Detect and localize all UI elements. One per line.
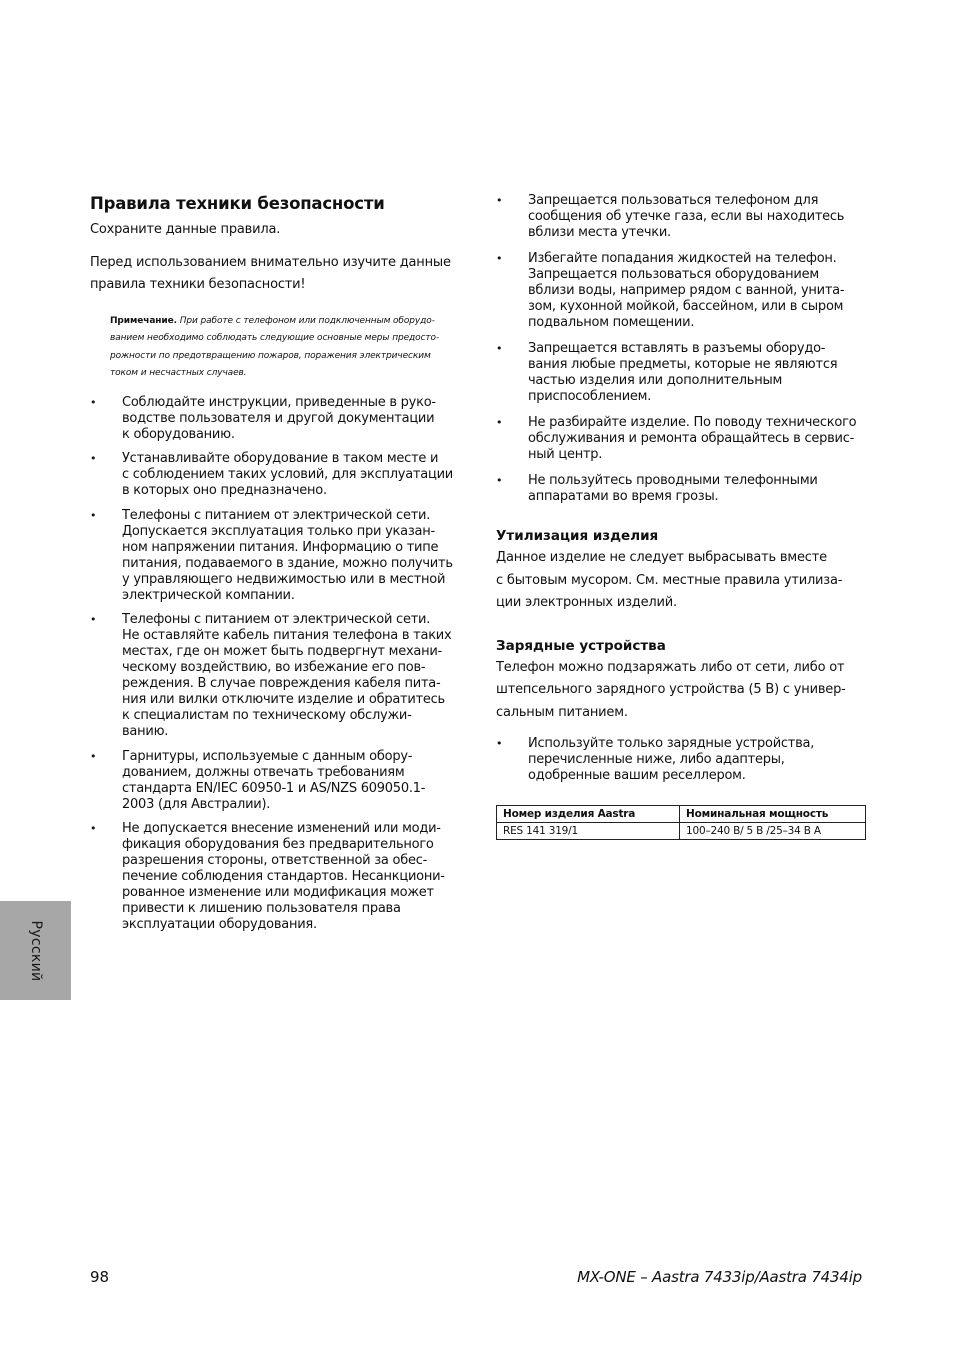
language-side-tab (0, 901, 71, 1000)
item-line: 2003 (для Австралии). (122, 796, 271, 812)
item-line: рованное изменение или модификация может (122, 885, 434, 900)
table-cell: 100–240 В/ 5 В /25–34 В А (680, 823, 866, 840)
table-row (497, 823, 866, 840)
item-line: эксплуатации оборудования. (122, 917, 317, 932)
list-item (496, 736, 868, 784)
charger-table (496, 805, 866, 840)
list-item (496, 473, 868, 505)
bullet-icon: • (496, 252, 503, 265)
note-line: ванием необходимо соблюдать следующие основные меры предосто- (110, 333, 440, 343)
list-item (90, 451, 462, 499)
list-item (496, 193, 868, 241)
item-line: стандарта EN/IEC 60950-1 и AS/NZS 609050.1- (122, 780, 426, 796)
item-line: Запрещается пользоваться телефоном для (528, 193, 819, 208)
item-line: с соблюдением таких условий, для эксплуатации (122, 467, 454, 482)
item-line: разрешения стороны, ответственной за обес- (122, 853, 428, 868)
item-line: перечисленные ниже, либо адаптеры, (528, 752, 785, 767)
disposal-title: Утилизация изделия (496, 528, 659, 544)
item-line: частью изделия или дополнительным (528, 373, 783, 388)
list-item (90, 508, 462, 604)
item-line: аппаратами во время грозы. (528, 489, 719, 504)
item-line: электрической компании. (122, 587, 295, 603)
list-item (90, 395, 462, 443)
chargers-title: Зарядные устройства (496, 637, 666, 654)
page-number: 98 (90, 1268, 110, 1286)
list-item (496, 341, 868, 405)
language-label: Русский (27, 920, 44, 981)
item-line: Телефоны с питанием от электрической сети. (122, 612, 431, 627)
item-line: Соблюдайте инструкции, приведенные в руко- (122, 394, 436, 410)
item-line: Не разбирайте изделие. По поводу технического (528, 415, 857, 430)
item-line: обслуживания и ремонта обращайтесь в сервис- (528, 431, 855, 446)
table-header-row (497, 806, 866, 823)
item-line: вания любые предметы, которые не являются (528, 357, 838, 372)
item-line: Не допускается внесение изменений или моди- (122, 821, 441, 836)
right-column (496, 193, 868, 840)
note-label: Примечание. (110, 315, 177, 326)
item-line: Запрещается вставлять в разъемы оборудо- (528, 341, 826, 356)
item-line: питания, подаваемого в здание, можно получить (122, 555, 453, 571)
item-line: Устанавливайте оборудование в таком месте и (122, 451, 439, 466)
table-header: Номер изделия Aastra (497, 806, 680, 823)
item-line: вблизи места утечки. (528, 225, 671, 240)
safety-list-left (90, 395, 462, 934)
bullet-icon: • (90, 749, 97, 763)
item-line: ном напряжении питания. Информацию о типе (122, 539, 439, 555)
item-line: Не оставляйте кабель питания телефона в таких (122, 628, 452, 643)
item-line: Избегайте попадания жидкостей на телефон. (528, 251, 837, 266)
item-line: Допускается эксплуатация только при указан- (122, 523, 435, 539)
item-line: приспособлением. (528, 389, 652, 404)
bullet-icon: • (496, 474, 503, 487)
intro-line-1: Перед использованием внимательно изучите данные (90, 254, 451, 270)
chargers-section (496, 637, 868, 841)
item-line: местах, где он может быть подвергнут механи- (122, 644, 442, 659)
note-line: При работе с телефоном или подключенным оборудо- (176, 315, 435, 326)
table-header: Номинальная мощность (680, 806, 866, 823)
item-line: привести к лишению пользователя права (122, 901, 401, 916)
item-line: в которых оно предназначено. (122, 483, 327, 498)
bullet-icon: • (90, 395, 97, 409)
bullet-icon: • (90, 822, 97, 835)
intro-line-2: правила техники безопасности! (90, 277, 306, 292)
item-line: одобренные вашим реселлером. (528, 768, 746, 783)
disposal-line: ции электронных изделий. (496, 595, 677, 610)
list-item (90, 821, 462, 933)
list-item (90, 749, 462, 813)
item-line: подвальном помещении. (528, 315, 695, 330)
bullet-icon: • (496, 737, 503, 750)
disposal-section (496, 527, 868, 615)
list-item (496, 251, 868, 331)
item-line: фикация оборудования без предварительного (122, 837, 434, 852)
safety-list-right (496, 193, 868, 505)
item-line: Используйте только зарядные устройства, (528, 736, 815, 751)
item-line: дованием, должны отвечать требованиям (122, 764, 405, 780)
item-line: сообщения об утечке газа, если вы находитесь (528, 209, 845, 224)
item-line: Запрещается пользоваться оборудованием (528, 267, 819, 282)
disposal-line: Данное изделие не следует выбрасывать вместе (496, 550, 827, 565)
bullet-icon: • (90, 613, 97, 626)
page-title: Правила техники безопасности (90, 194, 385, 213)
item-line: ния или вилки отключите изделие и обратитесь (122, 692, 445, 707)
item-line: печение соблюдения стандартов. Несанкциони- (122, 869, 445, 884)
bullet-icon: • (496, 194, 503, 207)
footer-product-title: MX-ONE – Aastra 7433ip/Aastra 7434ip (577, 1268, 862, 1286)
bullet-icon: • (496, 416, 503, 429)
item-line: вблизи воды, например рядом с ванной, унита- (528, 283, 845, 298)
bullet-icon: • (90, 508, 97, 522)
list-item (496, 415, 868, 463)
list-item (90, 612, 462, 740)
note-line: током и несчастных случаев. (110, 368, 247, 378)
chargers-line: Телефон можно подзаряжать либо от сети, либо от (496, 659, 845, 675)
item-line: зом, кухонной мойкой, бассейном, или в сыром (528, 299, 844, 314)
bullet-icon: • (496, 342, 503, 355)
bullet-icon: • (90, 452, 97, 465)
disposal-line: с бытовым мусором. См. местные правила утилиза- (496, 572, 843, 588)
item-line: к специалистам по техническому обслужи- (122, 708, 412, 723)
chargers-line: штепсельного зарядного устройства (5 В) с универ- (496, 682, 846, 697)
item-line: ный центр. (528, 447, 603, 462)
item-line: водстве пользователя и другой документации (122, 410, 435, 426)
item-line: у управляющего недвижимостью или в местной (122, 571, 446, 587)
note (110, 313, 462, 383)
subtitle: Сохраните данные правила. (90, 222, 281, 237)
item-line: ванию. (122, 724, 169, 739)
chargers-line: сальным питанием. (496, 704, 628, 720)
item-line: к оборудованию. (122, 426, 235, 442)
chargers-list (496, 736, 868, 784)
item-line: Гарнитуры, используемые с данным обору- (122, 748, 413, 764)
table-cell: RES 141 319/1 (497, 823, 680, 840)
item-line: Телефоны с питанием от электрической сети. (122, 507, 431, 523)
item-line: реждения. В случае повреждения кабеля пита- (122, 676, 441, 691)
left-column (90, 193, 462, 942)
item-line: ческому воздействию, во избежание его пов- (122, 660, 426, 675)
note-line: рожности по предотвращению пожаров, поражения электрическим (110, 350, 431, 361)
item-line: Не пользуйтесь проводными телефонными (528, 473, 818, 488)
